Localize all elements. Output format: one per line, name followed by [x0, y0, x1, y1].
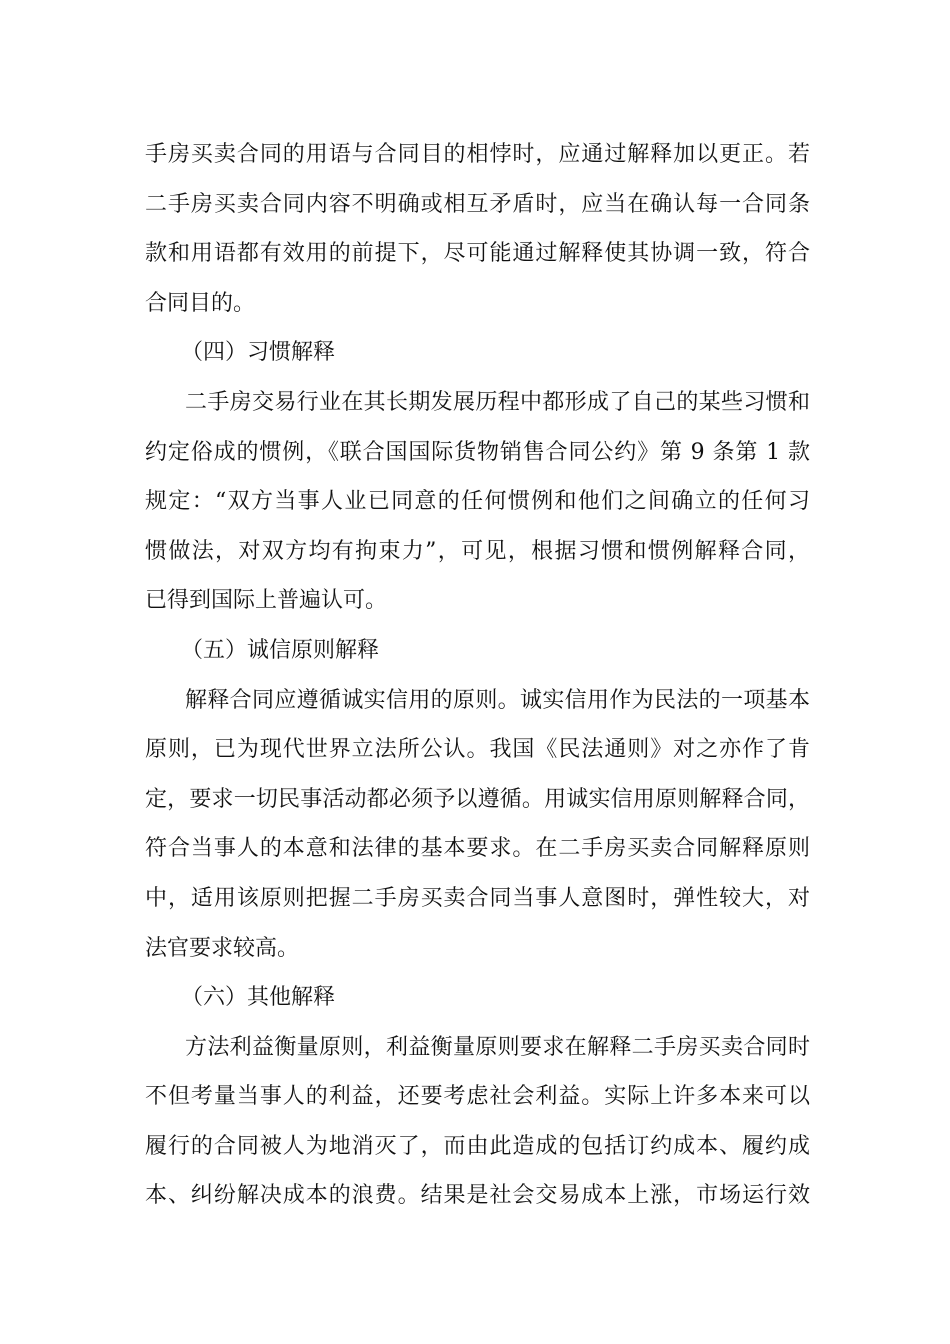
- paragraph-line: 不但考量当事人的利益，还要考虑社会利益。实际上许多本来可以: [145, 1084, 810, 1110]
- paragraph-line: 惯做法，对双方均有拘束力”，可见，根据习惯和惯例解释合同，: [145, 538, 810, 564]
- paragraph-line: 原则，已为现代世界立法所公认。我国《民法通则》对之亦作了肯: [145, 737, 810, 763]
- section-heading-4: （四）习惯解释: [181, 340, 336, 366]
- paragraph-line: 履行的合同被人为地消灭了，而由此造成的包括订约成本、履约成: [145, 1133, 810, 1159]
- paragraph-line: 定，要求一切民事活动都必须予以遵循。用诚实信用原则解释合同，: [145, 786, 810, 812]
- paragraph-line: 二手房买卖合同内容不明确或相互矛盾时，应当在确认每一合同条: [145, 191, 810, 217]
- paragraph-line: 款和用语都有效用的前提下，尽可能通过解释使其协调一致，符合: [145, 241, 810, 267]
- paragraph-line: 方法利益衡量原则，利益衡量原则要求在解释二手房买卖合同时: [185, 1034, 810, 1060]
- paragraph-line: 合同目的。: [145, 290, 256, 316]
- paragraph-line: 二手房交易行业在其长期发展历程中都形成了自己的某些习惯和: [185, 389, 810, 415]
- paragraph-line: 符合当事人的本意和法律的基本要求。在二手房买卖合同解释原则: [145, 836, 810, 862]
- section-heading-5: （五）诚信原则解释: [181, 637, 380, 663]
- paragraph-line: 规定：“双方当事人业已同意的任何惯例和他们之间确立的任何习: [145, 489, 810, 515]
- paragraph-line: 本、纠纷解决成本的浪费。结果是社会交易成本上涨，市场运行效: [145, 1183, 810, 1209]
- paragraph-line: 中，适用该原则把握二手房买卖合同当事人意图时，弹性较大，对: [145, 885, 810, 911]
- paragraph-line: 法官要求较高。: [145, 935, 300, 961]
- paragraph-line: 已得到国际上普遍认可。: [145, 588, 388, 614]
- paragraph-line: 手房买卖合同的用语与合同目的相悖时，应通过解释加以更正。若: [145, 142, 810, 167]
- document-body: [145, 130, 810, 1221]
- paragraph-line: 约定俗成的惯例，《联合国国际货物销售合同公约》第 9 条第 1 款: [145, 439, 810, 465]
- paragraph-line: 解释合同应遵循诚实信用的原则。诚实信用作为民法的一项基本: [185, 687, 810, 713]
- section-heading-6: （六）其他解释: [181, 985, 336, 1011]
